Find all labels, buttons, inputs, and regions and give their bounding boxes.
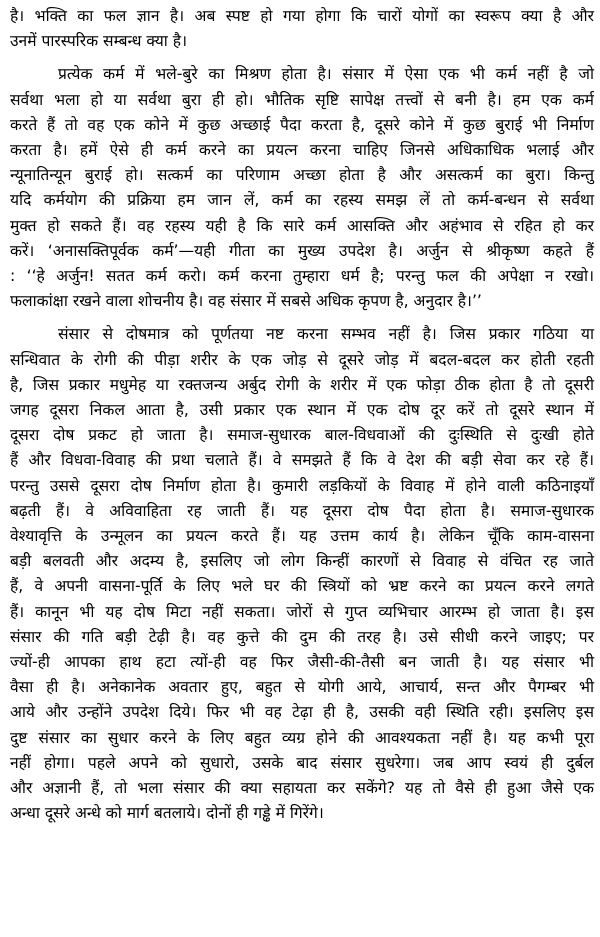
text-line: करते हैं तो वह एक कोने में कुछ अच्छाई पैदा करता है, दूसरे कोने में कुछ बुराई भी निर्माण bbox=[10, 115, 594, 134]
text-line: यदि कर्मयोग की प्रक्रिया हम जान लें, कर्म का रहस्य समझ लें तो कर्म-बन्धन से सर्वथा bbox=[10, 191, 594, 210]
paragraph-3 bbox=[10, 322, 594, 826]
text-line: वैसा ही है। अनेकानेक अवतार हुए, बहुत से योगी आये, आचार्य, सन्त और पैगम्बर भी bbox=[10, 678, 594, 697]
text-line: बढ़ती हैं। वे अविवाहिता रह जाती हैं। यह दूसरा दोष पैदा होता है। समाज-सुधारक bbox=[10, 501, 594, 520]
text-line: दुष्ट संसार का सुधार करने के लिए बहुत व्यग्र होने की आवश्यकता नहीं है। यह कभी पूरा bbox=[10, 728, 594, 747]
text-line: हैं। कानून भी यह दोष मिटा नहीं सकता। जोरों से गुप्त व्यभिचार आरम्भ हो जाता है। इस bbox=[10, 602, 594, 621]
text-line: ज्यों-ही आपका हाथ हटा त्यों-ही वह फिर जैसी-की-तैसी बन जाती है। यह संसार भी bbox=[10, 653, 594, 672]
text-line: मुक्त हो सकते हैं। वह रहस्य यही है कि सारे कर्म आसक्ति और अहंभाव से रहित हो कर bbox=[10, 216, 594, 235]
text-line: हैं और विधवा-विवाह की प्रथा चलाते हैं। वे समझते हैं कि वे देश की बड़ी सेवा कर रहे हैं। bbox=[10, 451, 594, 470]
text-line: जगह दूसरा निकल आता है, उसी प्रकार एक स्थान में एक दोष दूर करें तो दूसरे स्थान में bbox=[10, 401, 594, 420]
text-line: है, जिस प्रकार मधुमेह या रक्तजन्य अर्बुद रोगी के शरीर में एक फोड़ा ठीक होता है तो दूसरी bbox=[10, 375, 594, 394]
text-line: बड़ी बलवती और अदम्य है, इसलिए जो लोग किन्हीं कारणों से विवाह से वंचित रह जाते bbox=[10, 552, 594, 571]
paragraph-1 bbox=[10, 4, 594, 54]
text-line: दूसरा दोष प्रकट हो जाता है। समाज-सुधारक बाल-विधवाओं की दुःस्थिति से दुःखी होते bbox=[10, 426, 594, 445]
text-line: नहीं होगा। पहले अपने को सुधारो, उसके बाद संसार सुधरेगा। जब आप स्वयं ही दुर्बल bbox=[10, 753, 594, 772]
text-line: परन्तु उससे दूसरा दोष निर्माण होता है। कुमारी लड़कियों के विवाह में होने वाली कठिनाइयाँ bbox=[10, 476, 594, 495]
text-line: फलाकांक्षा रखने वाला शोचनीय है। वह संसार में सबसे अधिक कृपण है, अनुदार है।’’ bbox=[10, 292, 482, 311]
text-line: सर्वथा भला हो या सर्वथा बुरा ही हो। भौतिक सृष्टि सापेक्ष तत्त्वों से बनी है। हम एक कर्म bbox=[10, 90, 594, 109]
text-line: प्रत्येक कर्म में भले-बुरे का मिश्रण होता है। संसार में ऐसा एक भी कर्म नहीं है जो bbox=[58, 65, 594, 84]
text-line: संसार की गति बड़ी टेढ़ी है। वह कुत्ते की दुम की तरह है। उसे सीधी करने जाइए; पर bbox=[10, 627, 594, 646]
text-line: वेश्यावृत्ति के उन्मूलन का प्रयत्न करते हैं। यह उत्तम कार्य है। लेकिन चूँकि काम-वासना bbox=[10, 527, 594, 546]
paragraph-2 bbox=[10, 62, 594, 314]
text-line: उनमें पारस्परिक सम्बन्ध क्या है। bbox=[10, 32, 187, 51]
text-line: संसार से दोषमात्र को पूर्णतया नष्ट करना सम्भव नहीं है। जिस प्रकार गठिया या bbox=[58, 325, 594, 344]
text-line: हैं, वे अपनी वासना-पूर्ति के लिए भले घर की स्त्रियों को भ्रष्ट करने का प्रयत्न करने लगते bbox=[10, 577, 594, 596]
text-line: अन्धा दूसरे अन्धे को मार्ग बतलाये। दोनों ही गड्ढे में गिरेंगे। bbox=[10, 804, 324, 823]
text-line: है। भक्ति का फल ज्ञान है। अब स्पष्ट हो गया होगा कि चारों योगों का स्वरूप क्या है और bbox=[10, 7, 594, 25]
text-line: आये और उन्होंने उपदेश दिये। फिर भी वह टेढ़ा ही है, उसकी वही स्थिति रही। इसलिए इस bbox=[10, 703, 594, 722]
text-line: : ‘‘हे अर्जुन! सतत कर्म करो। कर्म करना तुम्हारा धर्म है; परन्तु फल की अपेक्षा न रखो। bbox=[10, 267, 594, 286]
text-line: करता है। हमें ऐसे ही कर्म करने का प्रयत्न करना चाहिए जिनसे अधिकाधिक भलाई और bbox=[10, 141, 594, 160]
text-line: करें। ‘अनासक्तिपूर्वक कर्म’—यही गीता का मुख्य उपदेश है। अर्जुन से श्रीकृष्ण कहते हैं bbox=[10, 241, 594, 260]
text-line: सन्धिवात के रोगी की पीड़ा शरीर के एक जोड़ से दूसरे जोड़ में बदल-बदल कर होती रहती bbox=[10, 350, 594, 369]
text-line: न्यूनातिन्यून बुराई हो। सत्कर्म का परिणाम अच्छा होता है और असत्कर्म का बुरा। किन्तु bbox=[10, 166, 594, 185]
text-line: और अज्ञानी हैं, तो भला संसार की क्या सहायता कर सकेंगे? यह तो वैसे ही हुआ जैसे एक bbox=[10, 779, 594, 798]
